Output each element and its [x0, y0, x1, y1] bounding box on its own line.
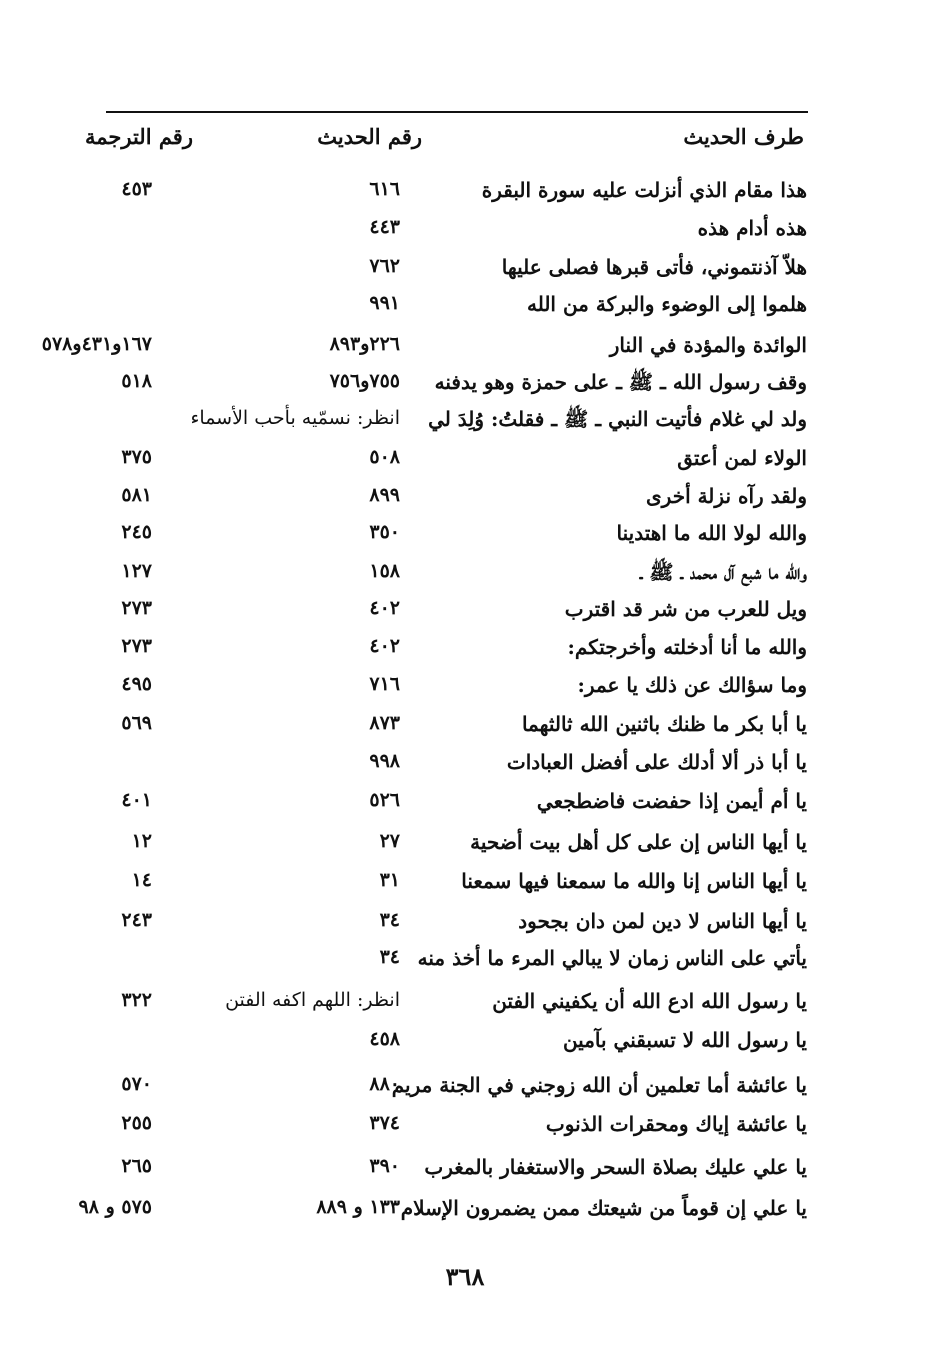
hadith-text: الوائدة والمؤدة في النار [609, 333, 807, 357]
table-row [0, 1155, 930, 1191]
tarjama-number: ٥١٨ [121, 370, 152, 392]
table-row [0, 635, 930, 671]
hadith-number: ٢٧ [379, 830, 400, 852]
hadith-text: هلاّ آذنتموني، فأتى قبرها فصلى عليها [501, 255, 807, 279]
hadith-number: ٣٩٠ [369, 1155, 400, 1177]
hadith-text: يأتي على الناس زمان لا يبالي المرء ما أخذ منه [417, 946, 807, 970]
table-row [0, 560, 930, 596]
table-row [0, 1196, 930, 1232]
hadith-text: ولقد رآه نزلة أخرى [646, 484, 807, 508]
table-row [0, 673, 930, 709]
table-row [0, 1028, 930, 1064]
table-row [0, 830, 930, 866]
hadith-number: ٣٤ [379, 909, 400, 931]
table-row [0, 789, 930, 825]
hadith-text: يا علي إن قوماً من شيعتك ممن يضمرون الإسلام [400, 1196, 807, 1220]
tarjama-number: ١٦٧و٤٣١و٥٧٨ [41, 333, 152, 355]
hadith-number: ٧٦٢ [369, 255, 400, 277]
table-row [0, 1112, 930, 1148]
hadith-number: ٨٧٣ [369, 712, 400, 734]
tarjama-number: ٥٧٥ و ٩٨ [78, 1196, 152, 1218]
tarjama-number: ٢٦٥ [121, 1155, 152, 1177]
tarjama-number: ٢٧٣ [121, 635, 152, 657]
tarjama-number: ٤٠١ [121, 789, 152, 811]
hadith-text: يا رسول الله ادع الله أن يكفيني الفتن [492, 989, 807, 1013]
tarjama-number: ٣٧٥ [121, 446, 152, 468]
tarjama-number: ٢٥٥ [121, 1112, 152, 1134]
table-row [0, 333, 930, 369]
hadith-text: يا أيها الناس لا دين لمن دان بجحود [518, 909, 807, 933]
table-row [0, 292, 930, 328]
hadith-text: وقف رسول الله ـ ﷺ ـ على حمزة وهو يدفنه [434, 370, 807, 394]
tarjama-number: ١٢٧ [121, 560, 152, 582]
tarjama-number: ٥٨١ [121, 484, 152, 506]
table-row [0, 407, 930, 443]
page-number: ٣٦٨ [445, 1262, 485, 1291]
hadith-number: ٦١٦ [369, 178, 400, 200]
hadith-number: ٣١ [379, 869, 400, 891]
table-row [0, 989, 930, 1025]
table-row [0, 597, 930, 633]
table-row [0, 370, 930, 406]
hadith-number: ١٥٨ [369, 560, 400, 582]
hadith-number: ٨٩٩ [369, 484, 400, 506]
hadith-text: الولاء لمن أعتق [677, 446, 807, 470]
table-row [0, 712, 930, 748]
hadith-text: يا أبا ذر ألا أدلك على أفضل العبادات [506, 750, 807, 774]
hadith-number: ٤٥٨ [369, 1028, 400, 1050]
hadith-text: ولد لي غلام فأتيت النبي ـ ﷺ ـ فقلتُ: وُلِدَ لي [428, 407, 807, 431]
table-row [0, 909, 930, 945]
hadith-text: ويل للعرب من شر قد اقترب [564, 597, 807, 621]
hadith-text: والله ما أنا أدخلته وأخرجتكم: [567, 635, 807, 659]
tarjama-number: ١٤ [131, 869, 152, 891]
table-row [0, 178, 930, 214]
table-row [0, 946, 930, 982]
hadith-text: والله لولا الله ما اهتدينا [616, 521, 807, 545]
hadith-text: يا أبا بكر ما ظنك باثنين الله ثالثهما [521, 712, 807, 736]
hadith-number: ٥٢٦ [369, 789, 400, 811]
header-tarjama-number: رقم الترجمة [84, 124, 193, 149]
hadith-text: هذا مقام الذي أنزلت عليه سورة البقرة [481, 178, 807, 202]
hadith-text: يا أيها الناس إن على كل أهل بيت أضحية [470, 830, 807, 854]
hadith-text: يا عائشة إياك ومحقرات الذنوب [545, 1112, 807, 1136]
tarjama-number: ٢٤٣ [121, 909, 152, 931]
cross-reference: انظر: نسمّيه بأحب الأسماء [190, 407, 400, 429]
hadith-text: هذه أدام هذه [697, 216, 807, 240]
hadith-number: ٤٠٢ [369, 635, 400, 657]
hadith-number: ٨٨٠ [369, 1073, 400, 1095]
table-row [0, 521, 930, 557]
hadith-text: والله ما شبع آل محمد ـ ﷺ ـ [639, 560, 807, 584]
tarjama-number: ٥٦٩ [121, 712, 152, 734]
hadith-number: ٣٧٤ [369, 1112, 400, 1134]
hadith-text: يا أم أيمن إذا حفضت فاضطجعي [536, 789, 807, 813]
hadith-text: وما سؤالك عن ذلك يا عمر: [577, 673, 807, 697]
hadith-number: ٩٩٨ [369, 750, 400, 772]
hadith-number: ٥٠٨ [369, 446, 400, 468]
hadith-text: يا عائشة أما تعلمين أن الله زوجني في الجنة مريم [391, 1073, 807, 1097]
cross-reference: انظر: اللهم اكفه الفتن [225, 989, 400, 1011]
hadith-number: ٧١٦ [369, 673, 400, 695]
hadith-number: ٤٠٢ [369, 597, 400, 619]
table-row [0, 446, 930, 482]
tarjama-number: ٢٤٥ [121, 521, 152, 543]
table-row [0, 216, 930, 252]
hadith-number: ٣٤ [379, 946, 400, 968]
hadith-number: ٩٩١ [369, 292, 400, 314]
table-row [0, 255, 930, 291]
hadith-number: ٧٥٥و٧٥٦ [329, 370, 400, 392]
tarjama-number: ٤٩٥ [121, 673, 152, 695]
table-row [0, 750, 930, 786]
hadith-text: يا أيها الناس إنا والله ما سمعنا فيها سمعنا [461, 869, 807, 893]
hadith-text: يا رسول الله لا تسبقني بآمين [562, 1028, 807, 1052]
header-hadith-number: رقم الحديث [317, 124, 422, 149]
tarjama-number: ٢٧٣ [121, 597, 152, 619]
hadith-number: ٤٤٣ [369, 216, 400, 238]
hadith-text: هلموا إلى الوضوء والبركة من الله [526, 292, 807, 316]
tarjama-number: ١٢ [131, 830, 152, 852]
tarjama-number: ٤٥٣ [121, 178, 152, 200]
header-hadith: طرف الحديث [683, 124, 804, 149]
hadith-number: ١٣٣ و ٨٨٩ [316, 1196, 400, 1218]
table-row [0, 1073, 930, 1109]
hadith-number: ٣٥٠ [369, 521, 400, 543]
tarjama-number: ٥٧٠ [121, 1073, 152, 1095]
hadith-text: يا علي عليك بصلاة السحر والاستغفار بالمغرب [424, 1155, 807, 1179]
tarjama-number: ٣٢٢ [121, 989, 152, 1011]
hadith-number: ٢٢٦و٨٩٣ [329, 333, 400, 355]
table-row [0, 869, 930, 905]
table-row [0, 484, 930, 520]
